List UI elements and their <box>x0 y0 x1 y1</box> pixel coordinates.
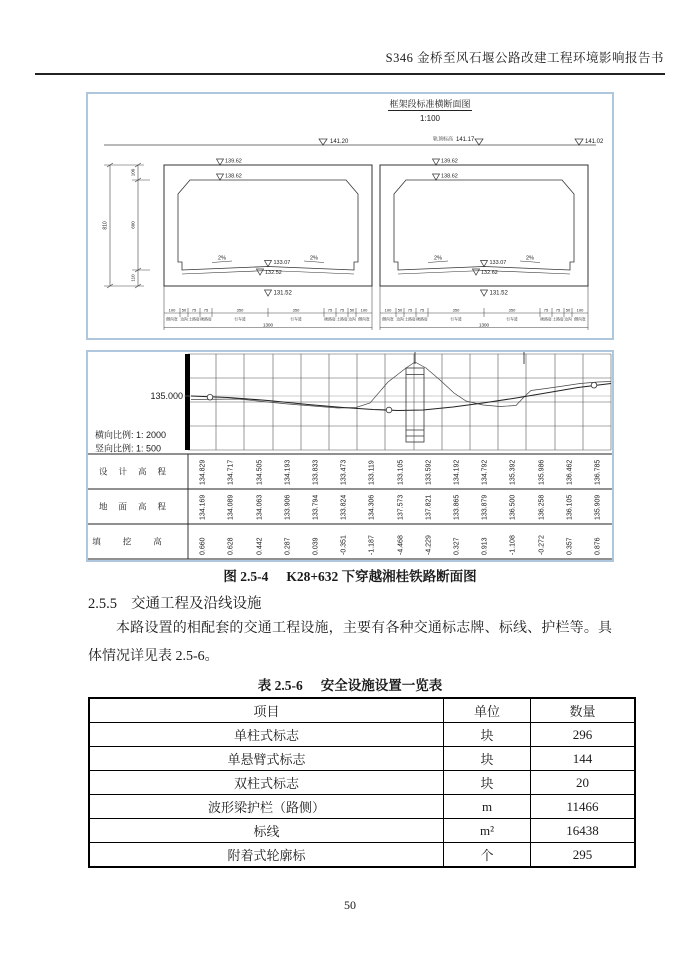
cross-section-drawing <box>88 94 612 338</box>
section-heading <box>88 592 262 613</box>
value: 0.327 <box>453 537 461 555</box>
profile-grid <box>188 354 611 450</box>
lane-label: 行车道 <box>506 317 518 322</box>
value: 134.717 <box>227 459 235 485</box>
value: 0.876 <box>594 537 602 555</box>
cell-item: 标线 <box>89 819 444 843</box>
dim-width: 350 <box>236 307 244 313</box>
table-caption-text: 安全设施设置一览表 <box>320 678 443 693</box>
cell-quantity: 144 <box>531 747 636 771</box>
header-quantity: 数量 <box>531 698 636 723</box>
dim-total-width: 1300 <box>262 322 274 328</box>
table-row <box>89 843 635 868</box>
elevation-ground-left: 141.20 <box>330 139 349 145</box>
lane-label: 土路肩 <box>336 317 348 322</box>
row-label-design: 设计高程 <box>98 466 178 477</box>
dim-width: 75 <box>191 307 197 313</box>
value: 133.119 <box>368 460 376 485</box>
value: 135.986 <box>538 459 546 485</box>
value: 134.169 <box>199 494 207 520</box>
value: 137.573 <box>397 494 405 520</box>
dim-width: 100 <box>384 307 392 313</box>
figure-caption <box>0 565 700 585</box>
dim-width: 75 <box>339 307 345 313</box>
value: 133.865 <box>453 494 461 520</box>
lane-label: 土路肩 <box>404 317 416 322</box>
value: -0.351 <box>340 535 348 555</box>
dim-total-width: 1300 <box>478 322 490 328</box>
value: 136.258 <box>538 494 546 520</box>
lane-label: 硬路肩 <box>540 317 552 322</box>
elevation-box-top-left: 139.62 <box>225 158 242 165</box>
vertical-curve-markers <box>207 382 597 412</box>
value: 0.442 <box>256 537 264 555</box>
dim-width: 350 <box>508 307 516 313</box>
elevation-pavement-center-right: 133.07 <box>489 260 507 266</box>
header-item: 项目 <box>89 698 444 723</box>
lane-label: 行车道 <box>290 317 302 322</box>
cell-item: 单柱式标志 <box>89 723 444 747</box>
value: 136.500 <box>509 494 517 520</box>
cell-quantity: 11466 <box>531 795 636 819</box>
table-row <box>89 819 635 843</box>
value: 134.193 <box>284 459 292 485</box>
header-rule <box>35 73 665 75</box>
datum-elevation-label: 135.000 <box>150 391 183 401</box>
dim-width: 100 <box>360 307 368 313</box>
figure-caption-text: K28+632 下穿越湘桂铁路断面图 <box>286 569 477 584</box>
elevation-box-top-right: 139.62 <box>441 158 458 165</box>
section-number: 2.5.5 <box>88 596 117 612</box>
elevation-box-inner-left: 138.62 <box>225 173 242 180</box>
value: 0.039 <box>312 537 320 555</box>
lane-label: 硬路肩 <box>416 317 428 322</box>
cell-item: 单悬臂式标志 <box>89 747 444 771</box>
elevation-foundation-right: 131.52 <box>489 290 508 297</box>
value: 0.913 <box>481 537 489 555</box>
figure-profile <box>86 350 614 562</box>
table-row <box>89 795 635 819</box>
dim-width: 75 <box>407 307 413 313</box>
dim-width: 350 <box>452 307 460 313</box>
lane-label: 硬路肩 <box>200 317 212 322</box>
lane-label: 土路肩 <box>552 317 564 322</box>
lane-label: 行车道 <box>450 317 462 322</box>
fill-cut-values <box>200 535 602 555</box>
value: -1.187 <box>368 535 376 555</box>
table-row <box>89 723 635 747</box>
figure-cross-section <box>86 92 614 340</box>
value: 133.473 <box>340 459 348 485</box>
dim-width: 75 <box>543 307 549 313</box>
slope-label: 2% <box>218 255 226 262</box>
value: -4.229 <box>425 535 433 555</box>
lane-label: 硬路肩 <box>324 317 336 322</box>
dim-width: 75 <box>419 307 425 313</box>
dim-clear: 600 <box>130 221 136 229</box>
lane-label: 侧向宽 <box>574 317 586 322</box>
value: 134.829 <box>199 459 207 485</box>
elevation-rail-top: 141.17 <box>456 137 475 143</box>
ground-profile-line <box>191 362 611 408</box>
value: 134.089 <box>227 494 235 520</box>
cell-unit: 块 <box>444 747 531 771</box>
value: 0.287 <box>284 537 292 555</box>
lane-label: 侧向宽 <box>166 317 178 322</box>
elevation-ground-right: 141.02 <box>585 139 604 145</box>
value: 0.357 <box>566 537 574 555</box>
cell-quantity: 16438 <box>531 819 636 843</box>
dim-top: 100 <box>130 168 136 177</box>
row-label-ground: 地面高程 <box>98 501 178 512</box>
elevation-pavement-edge-right: 132.62 <box>481 270 498 276</box>
slope-label: 2% <box>526 255 534 262</box>
dim-width: 50 <box>349 307 355 313</box>
dim-width: 75 <box>327 307 333 313</box>
header-title: S346 金桥至风石堰公路改建工程环境影响报告书 <box>385 51 664 65</box>
vertical-dimensions <box>104 163 150 288</box>
cell-item: 波形梁护栏（路侧） <box>89 795 444 819</box>
cell-quantity: 296 <box>531 723 636 747</box>
cell-unit: m <box>444 795 531 819</box>
dim-width: 100 <box>168 307 176 313</box>
cell-quantity: 20 <box>531 771 636 795</box>
body-paragraph: 本路设置的相配套的交通工程设施，主要有各种交通标志牌、标线、护栏等。具体情况详见表 2.5-6。 <box>88 621 612 664</box>
cell-item: 双柱式标志 <box>89 771 444 795</box>
value: 133.906 <box>284 494 292 520</box>
dim-width: 50 <box>181 307 187 313</box>
table-header-row <box>89 698 635 723</box>
value: -0.272 <box>538 535 546 555</box>
row-label-fill: 填挖高 <box>92 536 184 547</box>
dim-total-height: 810 <box>102 221 109 230</box>
dim-width: 75 <box>203 307 209 313</box>
value: 134.505 <box>256 459 264 485</box>
table-caption-number: 表 2.5-6 <box>257 678 303 693</box>
section-title: 交通工程及沿线设施 <box>131 596 262 612</box>
dim-width: 350 <box>292 307 300 313</box>
design-grade-line <box>191 384 611 411</box>
value: 133.105 <box>397 459 405 485</box>
ground-elevation-values <box>200 495 602 520</box>
value: 134.192 <box>453 459 461 485</box>
cell-unit: 个 <box>444 843 531 868</box>
elevation-pavement-center-left: 133.07 <box>273 260 291 266</box>
page-number: 50 <box>344 898 356 912</box>
value: 134.306 <box>368 494 376 520</box>
value: 0.628 <box>227 537 235 555</box>
profile-axis-bar <box>185 354 190 450</box>
value: 133.824 <box>340 494 348 520</box>
figure-caption-number: 图 2.5-4 <box>223 569 269 584</box>
design-elevation-values <box>200 460 602 485</box>
rail-top-label: 轨顶标高 <box>433 136 454 143</box>
table-caption <box>0 674 700 694</box>
elevation-box-inner-right: 138.62 <box>441 173 458 180</box>
drawing-title: 框架段标准横断面图 <box>389 99 471 109</box>
value: 133.833 <box>312 459 320 485</box>
dim-width: 100 <box>576 307 584 313</box>
value: -4.468 <box>397 535 405 555</box>
lane-label: 侧向宽 <box>358 317 370 322</box>
rail-ground-line <box>104 139 596 145</box>
safety-facilities-table <box>88 697 636 868</box>
cell-item: 附着式轮廓标 <box>89 843 444 868</box>
cell-unit: m² <box>444 819 531 843</box>
value: 137.821 <box>425 494 433 520</box>
dim-width: 75 <box>555 307 561 313</box>
profile-drawing <box>88 352 612 560</box>
value: 134.792 <box>481 459 489 485</box>
lane-label: 边沟 <box>180 317 188 322</box>
value: 136.785 <box>594 459 602 485</box>
lane-label: 边沟 <box>348 317 356 322</box>
elevation-pavement-edge-left: 132.52 <box>265 270 282 276</box>
culvert-box-symbol <box>406 368 424 442</box>
dim-width: 50 <box>397 307 403 313</box>
dim-width: 50 <box>565 307 571 313</box>
drawing-scale: 1:100 <box>419 114 441 123</box>
value: 135.909 <box>594 494 602 520</box>
slope-label: 2% <box>310 255 318 262</box>
value: 0.660 <box>199 537 207 555</box>
lane-label: 土路肩 <box>188 317 200 322</box>
value: 136.462 <box>566 459 574 485</box>
lane-label: 行车道 <box>234 317 246 322</box>
cell-quantity: 295 <box>531 843 636 868</box>
value: 133.794 <box>312 494 320 520</box>
value: 134.063 <box>256 494 264 520</box>
cell-unit: 块 <box>444 771 531 795</box>
lane-label: 侧向宽 <box>382 317 394 322</box>
value: 135.392 <box>509 459 517 485</box>
value: 136.105 <box>566 494 574 520</box>
cell-unit: 块 <box>444 723 531 747</box>
value: 133.879 <box>481 494 489 520</box>
table-row <box>89 771 635 795</box>
elevation-foundation-left: 131.52 <box>273 290 292 297</box>
header-unit: 单位 <box>444 698 531 723</box>
lane-label: 边沟 <box>564 317 572 322</box>
table-row <box>89 747 635 771</box>
lane-label: 边沟 <box>396 317 404 322</box>
slope-label: 2% <box>434 255 442 262</box>
value: -1.108 <box>509 535 517 555</box>
horizontal-scale-note: 横向比例: 1: 2000 <box>95 430 167 440</box>
value: 133.592 <box>425 459 433 485</box>
dim-bottom: 110 <box>130 274 136 282</box>
vertical-scale-note: 竖向比例: 1: 500 <box>95 443 162 454</box>
